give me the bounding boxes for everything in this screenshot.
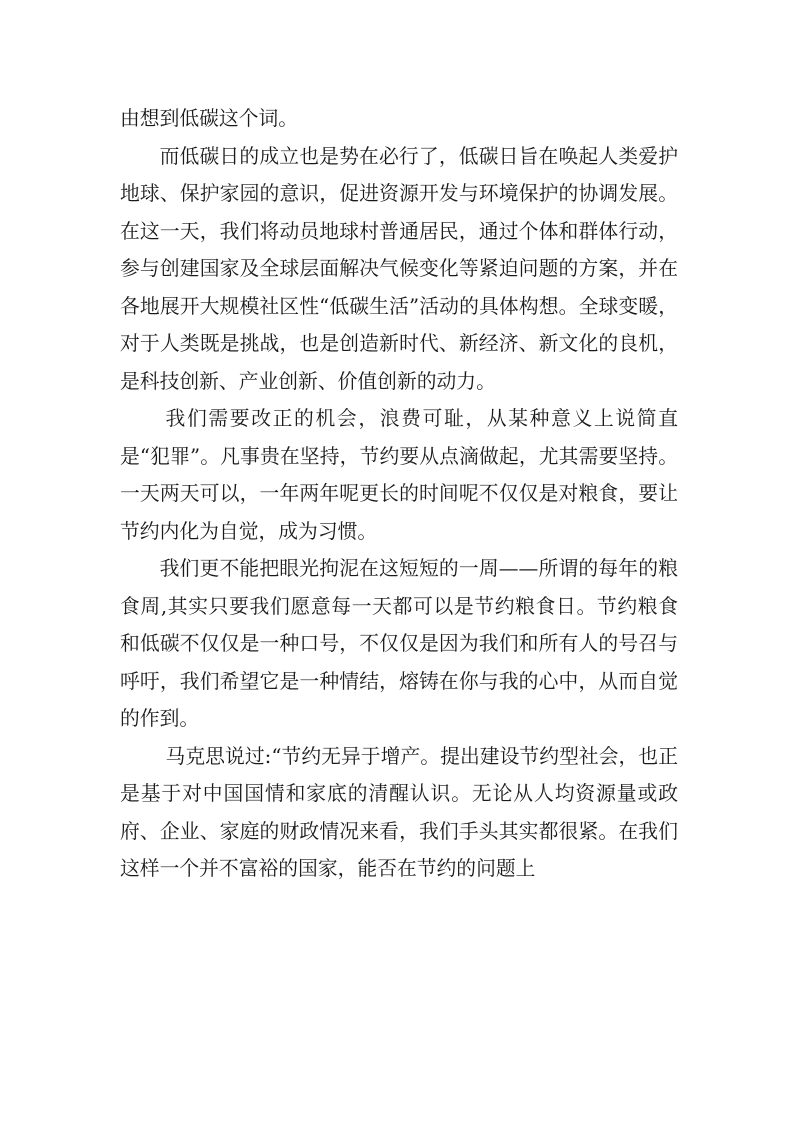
paragraph-low-carbon-day: 而低碳日的成立也是势在必行了，低碳日旨在唤起人类爱护地球、保护家园的意识，促进资源开发与环境保护的协调发展。在这一天，我们将动员地球村普通居民，通过个体和群体行动，参与创建国家及全球层面解决气候变化等紧迫问题的方案，并在各地展开大规模社区性“低碳生活”活动的具体构想。全球变暖，对于人类既是挑战，也是创造新时代、新经济、新文化的良机，是科技创新、产业创新、价值创新的动力。 — [120, 144, 678, 393]
document-body — [120, 100, 678, 888]
paragraph-waste-shame: 我们需要改正的机会，浪费可耻，从某种意义上说简直是“犯罪”。凡事贵在坚持，节约要从点滴做起，尤其需要坚持。一天两天可以，一年两年呢更长的时间呢不仅仅是对粮食，要让节约内化为自觉，成为习惯。 — [120, 407, 678, 543]
paragraph-food-week: 我们更不能把眼光拘泥在这短短的一周——所谓的每年的粮食周,其实只要我们愿意每一天都可以是节约粮食日。节约粮食和低碳不仅仅是一种口号，不仅仅是因为我们和所有人的号召与呼吁，我们希望它是一种情结，熔铸在你与我的心中，从而自觉的作到。 — [120, 557, 678, 730]
paragraph-marx-quote: 马克思说过:“节约无异于增产。提出建设节约型社会，也正是基于对中国国情和家底的清醒认识。无论从人均资源量或政府、企业、家庭的财政情况来看，我们手头其实都很紧。在我们这样一个并不富裕的国家，能否在节约的问题上 — [120, 744, 678, 880]
paragraph-continuation: 由想到低碳这个词。 — [120, 107, 299, 130]
